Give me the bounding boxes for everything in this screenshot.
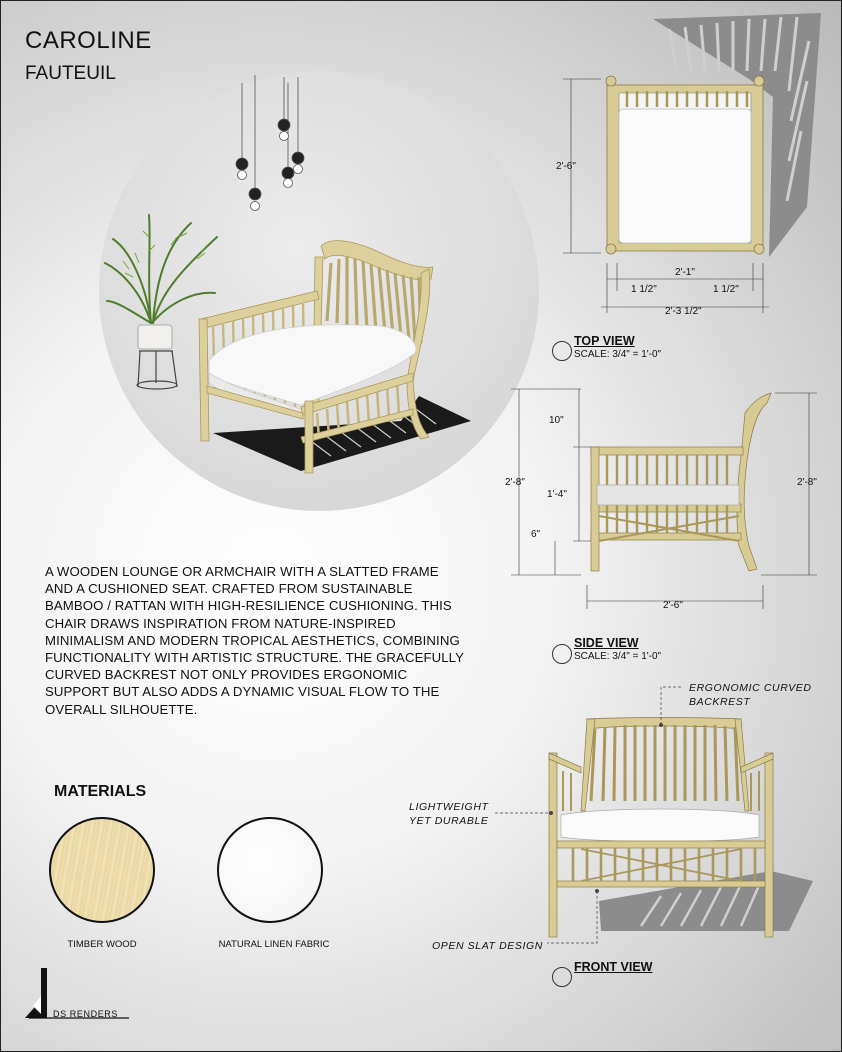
front-view-marker (552, 967, 572, 987)
side-back-top-dim: 10" (549, 415, 564, 426)
top-depth-dim: 2'-6" (556, 161, 576, 172)
timber-wood-label: TIMBER WOOD (67, 939, 137, 950)
product-title: CAROLINE (25, 27, 152, 54)
side-view-title: SIDE VIEW (574, 636, 639, 650)
product-subtitle: FAUTEUIL (25, 63, 116, 84)
side-seat-height-dim: 1'-4" (547, 489, 567, 500)
side-height-left-dim: 2'-8" (505, 477, 525, 488)
top-view-title: TOP VIEW (574, 334, 635, 348)
callout-durable: LIGHTWEIGHT YET DURABLE (409, 801, 489, 827)
callout-backrest: ERGONOMIC CURVED BACKREST (689, 682, 812, 708)
materials-heading: MATERIALS (54, 783, 147, 800)
front-view-shadow (599, 871, 813, 931)
brand-name: DS RENDERS (53, 1009, 119, 1019)
top-right-arm-dim: 1 1/2" (713, 284, 739, 295)
product-description: A WOODEN LOUNGE OR ARMCHAIR WITH A SLATTED FRAME AND A CUSHIONED SEAT. CRAFTED FROM SUSTAINABLE BAMBOO / RATTAN WITH HIGH-RESILIENCE CUSHIONING. THIS CHAIR DRAWS INSPIRATION FROM NATURE-INSPIRED MINIMALISM AND MODERN TROPICAL AESTHETICS, COMBINING FUNCTIONALITY WITH ARTISTIC STRUCTURE. THE GRACEFULLY CURVED BACKREST NOT ONLY PROVIDES ERGONOMIC SUPPORT BUT ALSO ADDS A DYNAMIC VISUAL FLOW TO THE OVERALL SILHOUETTE. (45, 564, 464, 717)
top-inner-width-dim: 2'-1" (675, 267, 695, 278)
linen-fabric-label: NATURAL LINEN FABRIC (218, 939, 330, 950)
front-view-drawing (1, 1, 842, 1052)
top-view-scale: SCALE: 3/4" = 1'-0" (574, 349, 662, 360)
side-view-scale: SCALE: 3/4" = 1'-0" (574, 651, 662, 662)
side-height-right-dim: 2'-8" (797, 477, 817, 488)
front-view-title: FRONT VIEW (574, 960, 653, 974)
side-foot-dim: 6" (531, 529, 541, 540)
callout-open-slat: OPEN SLAT DESIGN (432, 940, 543, 952)
top-overall-width-dim: 2'-3 1/2" (665, 306, 702, 317)
side-length-dim: 2'-6" (663, 600, 683, 611)
top-left-arm-dim: 1 1/2" (631, 284, 657, 295)
